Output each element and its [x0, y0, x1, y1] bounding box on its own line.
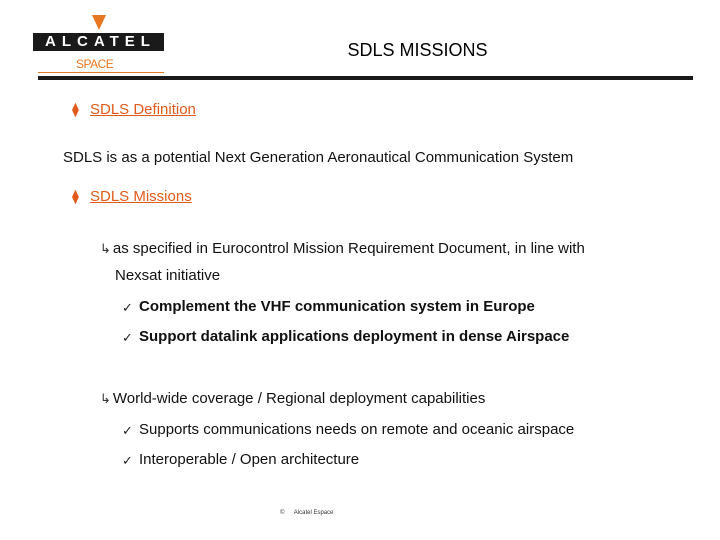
arrow-bullet-icon: ↳	[100, 391, 111, 406]
logo-underline	[38, 72, 164, 73]
mission2-text: World-wide coverage / Regional deployment capabilities	[112, 390, 486, 407]
arrow-bullet-icon: ↳	[100, 241, 111, 256]
title-divider	[38, 76, 693, 80]
section-label[interactable]: SDLS Missions	[90, 188, 192, 205]
list-item: Interoperable / Open architecture	[139, 451, 360, 468]
checkmark-icon: ✓	[122, 423, 133, 438]
company-logo: ALCATEL	[33, 33, 164, 51]
checkmark-icon: ✓	[122, 330, 133, 345]
list-item: Complement the VHF communication system in Europe	[139, 298, 535, 315]
diamond-bullet-icon: ⧫	[72, 188, 79, 204]
footer-copyright: ©	[280, 510, 285, 516]
diamond-bullet-icon: ⧫	[72, 101, 79, 117]
footer	[280, 510, 480, 516]
mission-text	[100, 390, 485, 407]
mission-text	[100, 240, 585, 257]
checkmark-icon: ✓	[122, 300, 133, 315]
list-item: Supports communications needs on remote and oceanic airspace	[139, 421, 575, 438]
section-label[interactable]: SDLS Definition	[90, 101, 196, 118]
definition-text: SDLS is as a potential Next Generation Aeronautical Communication System	[63, 149, 574, 166]
logo-triangle	[92, 15, 106, 30]
section-heading-definition	[72, 101, 196, 118]
mission-text-line2: Nexsat initiative	[115, 267, 221, 284]
mission-text-line1: as specified in Eurocontrol Mission Requirement Document, in line with	[112, 240, 585, 257]
checkmark-icon: ✓	[122, 453, 133, 468]
page-title: SDLS MISSIONS	[347, 40, 488, 60]
section-heading-missions	[72, 188, 192, 205]
logo-subtitle: SPACE	[76, 57, 114, 71]
list-item: Support datalink applications deployment in dense Airspace	[139, 328, 570, 345]
footer-company: Alcatel Espace	[293, 510, 334, 516]
